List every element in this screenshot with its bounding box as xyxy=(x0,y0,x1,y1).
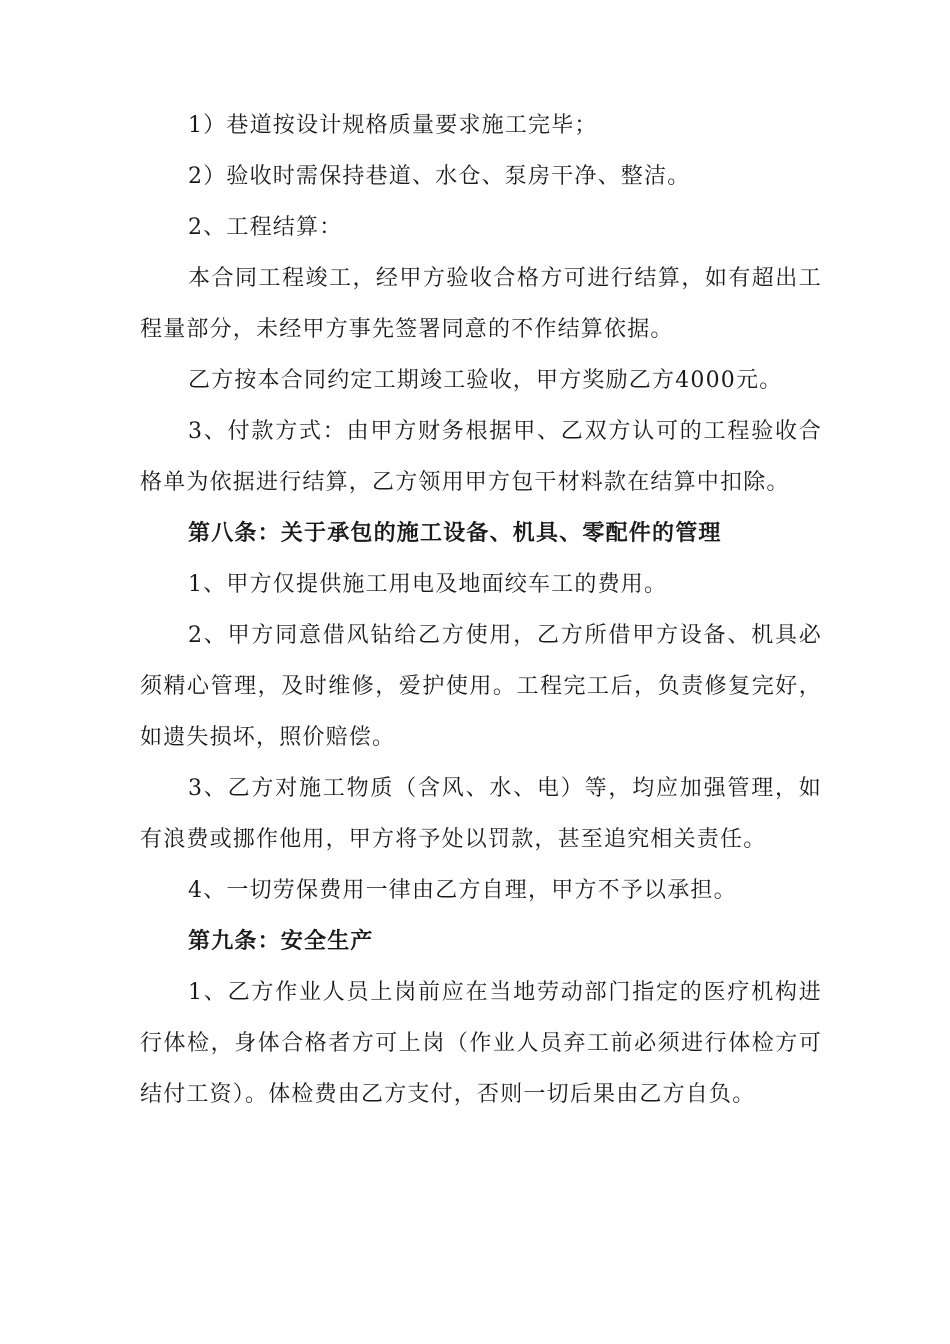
paragraph-8: 2、甲方同意借风钻给乙方使用，乙方所借甲方设备、机具必须精心管理，及时维修，爱护使用。工程完工后，负责修复完好，如遗失损坏，照价赔偿。 xyxy=(140,623,822,750)
paragraph-6: 3、付款方式：由甲方财务根据甲、乙双方认可的工程验收合格单为依据进行结算，乙方领用甲方包干材料款在结算中扣除。 xyxy=(140,419,822,495)
article-8-heading: 第八条：关于承包的施工设备、机具、零配件的管理 xyxy=(188,521,722,546)
paragraph-11: 1、乙方作业人员上岗前应在当地劳动部门指定的医疗机构进行体检，身体合格者方可上岗（作业人员弃工前必须进行体检方可结付工资）。体检费由乙方支付，否则一切后果由乙方自负。 xyxy=(140,980,822,1107)
paragraph-2: 2）验收时需保持巷道、水仓、泵房干净、整洁。 xyxy=(188,164,691,189)
paragraph-settlement-heading: 2、工程结算： xyxy=(188,215,343,240)
paragraph-10: 4、一切劳保费用一律由乙方自理，甲方不予以承担。 xyxy=(188,878,737,903)
paragraph-9: 3、乙方对施工物质（含风、水、电）等，均应加强管理，如有浪费或挪作他用，甲方将予处以罚款，甚至追究相关责任。 xyxy=(140,776,822,852)
paragraph-5: 乙方按本合同约定工期竣工验收，甲方奖励乙方4000元。 xyxy=(188,368,783,393)
paragraph-4: 本合同工程竣工，经甲方验收合格方可进行结算，如有超出工程量部分，未经甲方事先签署同意的不作结算依据。 xyxy=(140,266,822,342)
paragraph-7: 1、甲方仅提供施工用电及地面绞车工的费用。 xyxy=(188,572,668,597)
document-body xyxy=(140,100,822,1120)
paragraph-1: 1）巷道按设计规格质量要求施工完毕； xyxy=(188,113,598,138)
article-9-heading: 第九条：安全生产 xyxy=(188,929,374,954)
